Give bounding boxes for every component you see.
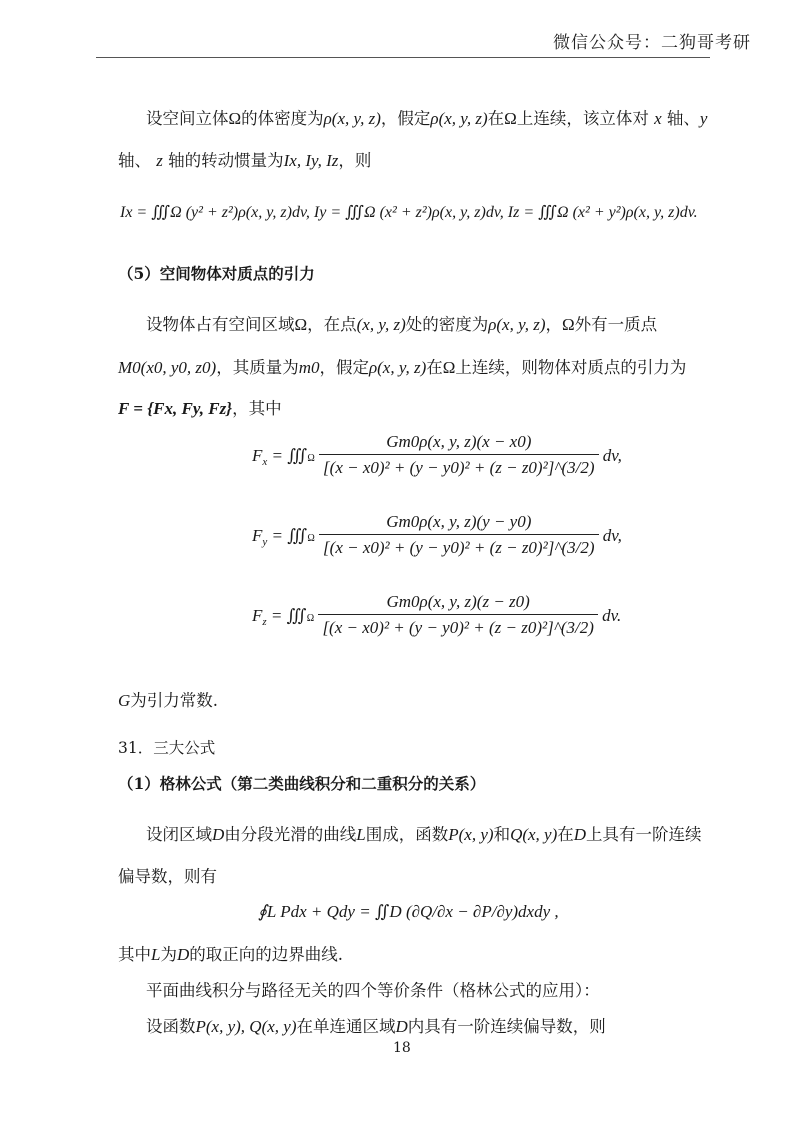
force-vector: F = {Fx, Fy, Fz} (118, 399, 233, 418)
moments-of-inertia: Ix, Iy, Iz (283, 151, 339, 170)
fz-numerator: Gm0ρ(x, y, z)(z − z0) (318, 592, 597, 615)
text: ，其质量为 (216, 358, 299, 377)
omega-symbol: Ω (228, 109, 242, 128)
text: 在 (557, 825, 574, 844)
header-rule (96, 57, 710, 58)
p4: 平面曲线积分与路径无关的四个等价条件（格林公式的应用）： (146, 981, 600, 1000)
text: 设物体占有空间区域 (146, 315, 295, 334)
text: 的取正向的边界曲线. (189, 945, 343, 964)
text: 处的密度为 (405, 315, 489, 334)
text: 由分段光滑的曲线 (224, 825, 357, 844)
p3-line1 (146, 824, 702, 846)
region-d: D (573, 825, 587, 844)
func-q: Q(x, y) (510, 825, 558, 844)
text: ，假定 (380, 109, 431, 128)
text: 轴、 (666, 109, 700, 128)
formula-fz: $F_z$ = ∭Ω $\frac{Gm0\rho(x, y, z)(z - z0)}{\text{[(x − x0)² + (y − y0)² + (z − z0)²]\textasciicircum{}(3/2)}}$ dv. (252, 592, 622, 637)
force-denominator: [(x − x0)² + (y − y0)² + (z − z0)²]^(3/2) (323, 538, 595, 557)
var-g: G (118, 691, 131, 710)
green-formula: ∮L Pdx + Qdy = ∬D (∂Q/∂x − ∂P/∂y)dxdy , (258, 902, 559, 921)
text: 在 (487, 109, 505, 128)
p2-line1 (146, 314, 657, 336)
header-text: 微信公众号：二狗哥考研 (553, 33, 751, 53)
rho-function: ρ(x, y, z) (488, 315, 546, 334)
mass-m0: m0 (298, 358, 320, 377)
rho-function: ρ(x, y, z) (368, 358, 427, 377)
region-d: D (176, 945, 190, 964)
formula-fy: $F_y$ = ∭Ω $\frac{Gm0\rho(x, y, z)(y - y0)}{\text{[(x − x0)² + (y − y0)² + (z − z0)²]\textasciicircum{}(3/2)}}$ dv, (252, 512, 622, 557)
p2-line2 (118, 357, 686, 379)
text: 上连续，该立体对 (516, 109, 649, 128)
text: ，则 (338, 151, 372, 170)
text: 设空间立体 (146, 109, 229, 128)
curve-l: L (356, 825, 366, 844)
text: 其中 (118, 945, 151, 964)
text: ，在点 (307, 315, 357, 334)
point: (x, y, z) (356, 315, 406, 334)
text: 在 (426, 358, 443, 377)
text: 和 (493, 825, 511, 844)
funcs-pq: P(x, y), Q(x, y) (195, 1017, 297, 1036)
formula-fx: $F_x$ = ∭Ω $\frac{Gm0\rho(x, y, z)(x - x0)}{\text{[(x − x0)² + (y − y0)² + (z − z0)²]\textasciicircum{}(3/2)}}$ dv, (252, 432, 622, 477)
p1-line2 (118, 150, 371, 172)
text: 上具有一阶连续 (586, 825, 702, 844)
curve-l: L (151, 945, 161, 964)
omega-symbol: Ω (562, 315, 575, 334)
section-5-title: （5）空间物体对质点的引力 (118, 264, 315, 283)
text: 轴、 (118, 151, 151, 170)
text: ，假定 (319, 358, 369, 377)
rho-function: ρ(x, y, z) (323, 109, 381, 128)
text: 在单连通区域 (296, 1017, 396, 1036)
fx-numerator: Gm0ρ(x, y, z)(x − x0) (319, 432, 598, 455)
text: 外有一质点 (574, 315, 658, 334)
region-d: D (395, 1017, 408, 1036)
page-number: 18 (393, 1040, 411, 1056)
p2-line3 (118, 398, 282, 420)
omega-symbol: Ω (442, 358, 456, 377)
text: 轴的转动惯量为 (168, 151, 284, 170)
p3-line2: 偏导数，则有 (118, 867, 217, 886)
text: 设函数 (146, 1017, 196, 1036)
func-p: P(x, y) (448, 825, 494, 844)
text: ， (545, 315, 562, 334)
p1-line1 (146, 108, 707, 130)
rho-function: ρ(x, y, z) (430, 109, 488, 128)
text: 上连续，则物体对质点的引力为 (455, 358, 687, 377)
fy-numerator: Gm0ρ(x, y, z)(y − y0) (319, 512, 598, 535)
text: 为引力常数. (130, 691, 219, 710)
var-z: z (156, 151, 163, 170)
var-y: y (699, 109, 708, 128)
p3-after (118, 944, 343, 966)
point-m0: M0(x0, y0, z0) (118, 358, 217, 377)
g-note (118, 690, 218, 712)
section-31-title: 31．三大公式 (118, 739, 216, 757)
text: ，其中 (232, 399, 282, 418)
text: 为 (160, 945, 177, 964)
text: 内具有一阶连续偏导数，则 (407, 1017, 606, 1036)
inertia-formula: Ix = ∭Ω (y² + z²)ρ(x, y, z)dv, Iy = ∭Ω (x² + z²)ρ(x, y, z)dv, Iz = ∭Ω (x² + y²)ρ(x, y, z)dv. (120, 204, 698, 221)
p5 (146, 1016, 606, 1038)
text: 的体密度为 (241, 109, 324, 128)
text: 设闭区域 (146, 825, 212, 844)
section-green-title: （1）格林公式（第二类曲线积分和二重积分的关系） (118, 774, 486, 793)
omega-symbol: Ω (294, 315, 308, 334)
text: 围成，函数 (365, 825, 449, 844)
region-d: D (212, 825, 225, 844)
force-denominator: [(x − x0)² + (y − y0)² + (z − z0)²]^(3/2) (323, 458, 595, 477)
var-x: x (654, 109, 662, 128)
force-denominator: [(x − x0)² + (y − y0)² + (z − z0)²]^(3/2) (322, 618, 594, 637)
omega-symbol: Ω (504, 109, 517, 128)
